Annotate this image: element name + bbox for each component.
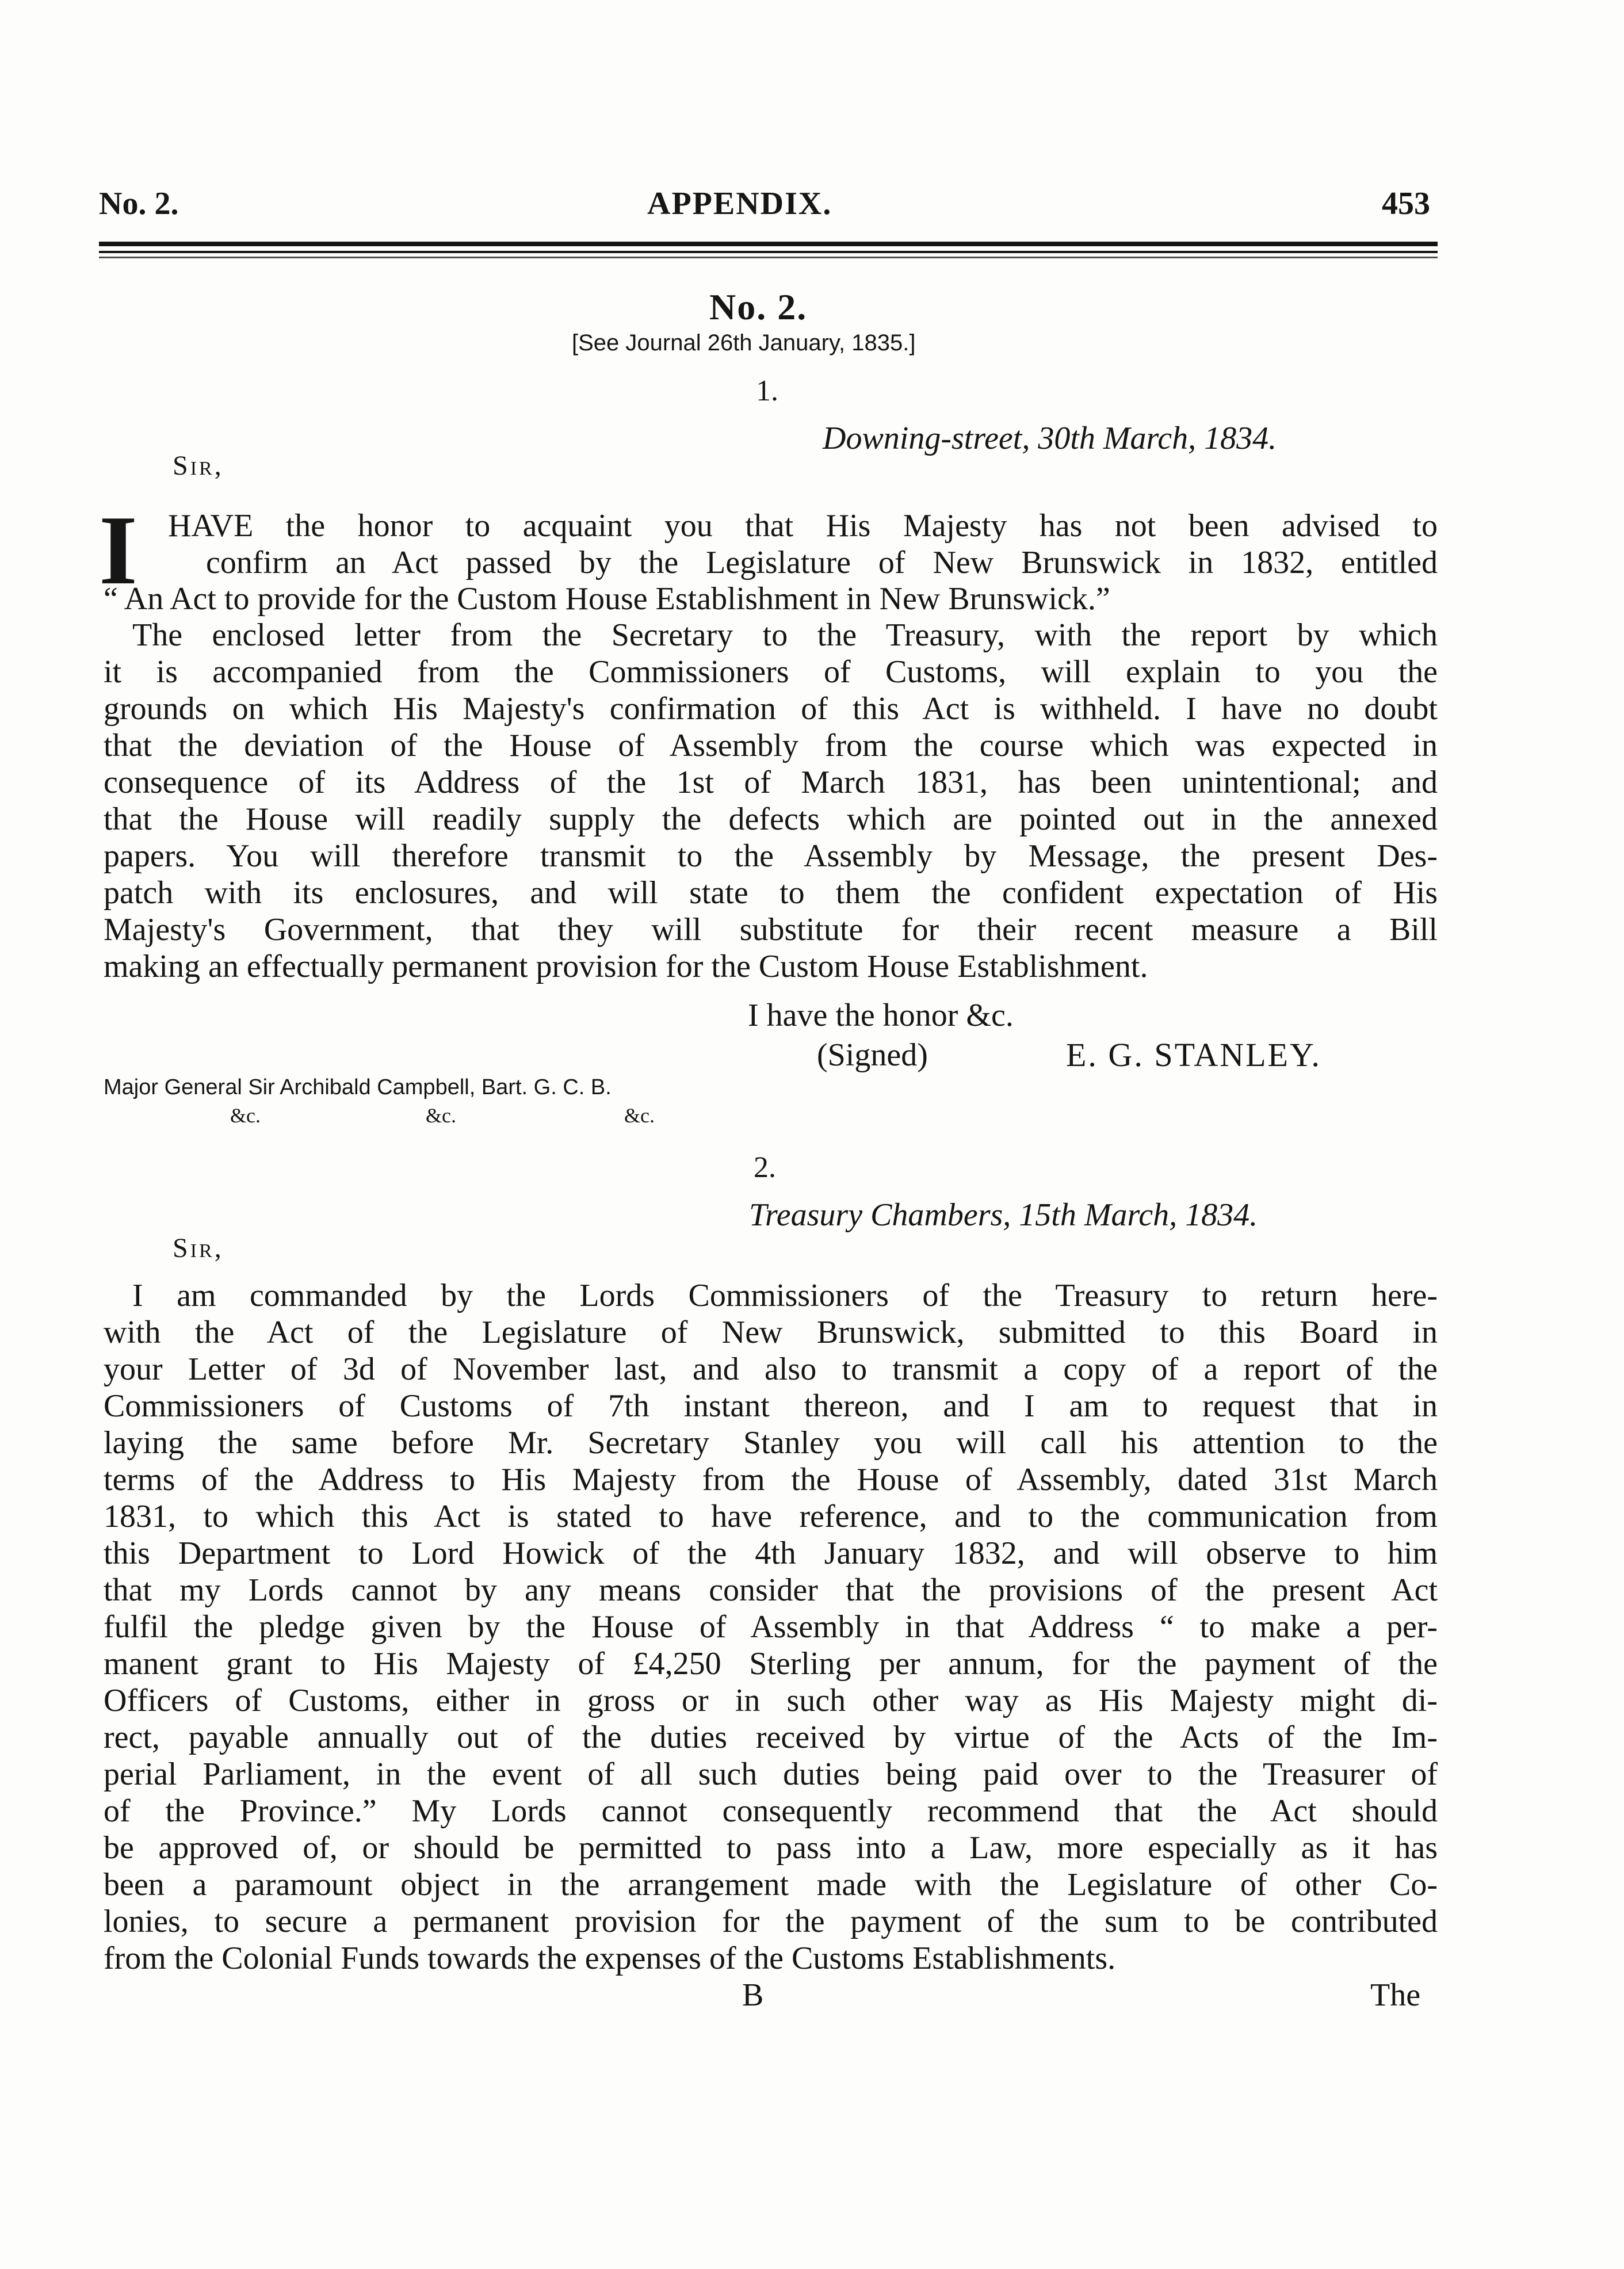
letter-line: that the House will readily supply the defects which are pointed out in the annexed: [104, 801, 1438, 837]
letter-line: fulfil the pledge given by the House of Assembly in that Address “ to make a per-: [104, 1609, 1438, 1645]
letter-line: manent grant to His Majesty of £4,250 Sterling per annum, for the payment of the: [104, 1646, 1438, 1682]
running-head-title: APPENDIX.: [647, 186, 832, 221]
salutation: Sir,: [173, 450, 224, 481]
salutation: Sir,: [173, 1233, 224, 1263]
letter-line: perial Parliament, in the event of all such duties being paid over to the Treasurer of: [104, 1756, 1438, 1792]
letter-line: been a paramount object in the arrangement made with the Legislature of other Co-: [104, 1867, 1438, 1903]
letter-dateline: Treasury Chambers, 15th March, 1834.: [749, 1197, 1258, 1233]
letter-line: your Letter of 3d of November last, and also to transmit a copy of a report of the: [104, 1351, 1438, 1387]
letter-line: Majesty's Government, that they will substitute for their recent measure a Bill: [104, 912, 1438, 948]
letter-line: grounds on which His Majesty's confirmation of this Act is withheld. I have no doubt: [104, 691, 1438, 727]
letter-line: consequence of its Address of the 1st of March 1831, has been unintentional; and: [104, 765, 1438, 800]
letter-line: 1831, to which this Act is stated to have reference, and to the communication from: [104, 1499, 1438, 1534]
letter-line: laying the same before Mr. Secretary Stanley you will call his attention to the: [104, 1425, 1438, 1461]
letter-line: that the deviation of the House of Assembly from the course which was expected in: [104, 728, 1438, 763]
letter-line: “ An Act to provide for the Custom House Establishment in New Brunswick.”: [104, 581, 1110, 617]
letter-line: it is accompanied from the Commissioners of Customs, will explain to you the: [104, 654, 1438, 690]
letter-line: this Department to Lord Howick of the 4th January 1832, and will observe to him: [104, 1535, 1438, 1571]
letter-line: of the Province.” My Lords cannot consequently recommend that the Act should: [104, 1793, 1438, 1829]
catchword: The: [1370, 1977, 1421, 2013]
letter-line: Officers of Customs, either in gross or in such other way as His Majesty might di-: [104, 1683, 1438, 1718]
page-number: 453: [1382, 186, 1430, 221]
etc-mark: &c.: [230, 1104, 261, 1127]
header-rule: [99, 242, 1438, 246]
letter-line: I am commanded by the Lords Commissioners of the Treasury to return here-: [132, 1278, 1438, 1313]
letter-line: rect, payable annually out of the duties received by virtue of the Acts of the Im-: [104, 1720, 1438, 1755]
signatory: E. G. STANLEY.: [1066, 1036, 1321, 1074]
letter-line: terms of the Address to His Majesty from the House of Assembly, dated 31st March: [104, 1462, 1438, 1498]
etc-mark: &c.: [624, 1104, 655, 1127]
etc-mark: &c.: [426, 1104, 456, 1127]
letter-line: The enclosed letter from the Secretary to the Treasury, with the report by which: [132, 617, 1438, 653]
signed-label: (Signed): [817, 1037, 928, 1073]
letter-number: 1.: [756, 375, 778, 407]
letter-line: that my Lords cannot by any means consider that the provisions of the present Act: [104, 1572, 1438, 1608]
complimentary-close: I have the honor &c.: [748, 998, 1014, 1033]
header-rule: [99, 257, 1438, 258]
letter-line: confirm an Act passed by the Legislature of New Brunswick in 1832, entitled: [206, 545, 1438, 580]
signature-mark: B: [742, 1977, 764, 2013]
section-title: No. 2.: [709, 287, 808, 327]
letter-line: patch with its enclosures, and will state to them the confident expectation of His: [104, 875, 1438, 911]
letter-line: from the Colonial Funds towards the expenses of the Customs Establishments.: [104, 1941, 1116, 1976]
letter-line: papers. You will therefore transmit to the Assembly by Message, the present Des-: [104, 838, 1438, 874]
header-rule: [99, 251, 1438, 253]
letter-line: lonies, to secure a permanent provision for the payment of the sum to be contributed: [104, 1904, 1438, 1939]
letter-line: Commissioners of Customs of 7th instant thereon, and I am to request that in: [104, 1388, 1438, 1424]
journal-reference: [See Journal 26th January, 1835.]: [572, 330, 916, 356]
letter-line: be approved of, or should be permitted to pass into a Law, more especially as it has: [104, 1830, 1438, 1866]
letter-line: HAVE the honor to acquaint you that His Majesty has not been advised to: [168, 508, 1438, 544]
addressee: Major General Sir Archibald Campbell, Bart. G. C. B.: [104, 1075, 612, 1099]
running-head-left: No. 2.: [99, 186, 179, 221]
letter-number: 2.: [754, 1151, 776, 1184]
letter-line: with the Act of the Legislature of New Brunswick, submitted to this Board in: [104, 1315, 1438, 1350]
drop-cap: I: [99, 496, 137, 605]
letter-dateline: Downing-street, 30th March, 1834.: [823, 421, 1277, 456]
letter-line: making an effectually permanent provision for the Custom House Establishment.: [104, 949, 1148, 984]
